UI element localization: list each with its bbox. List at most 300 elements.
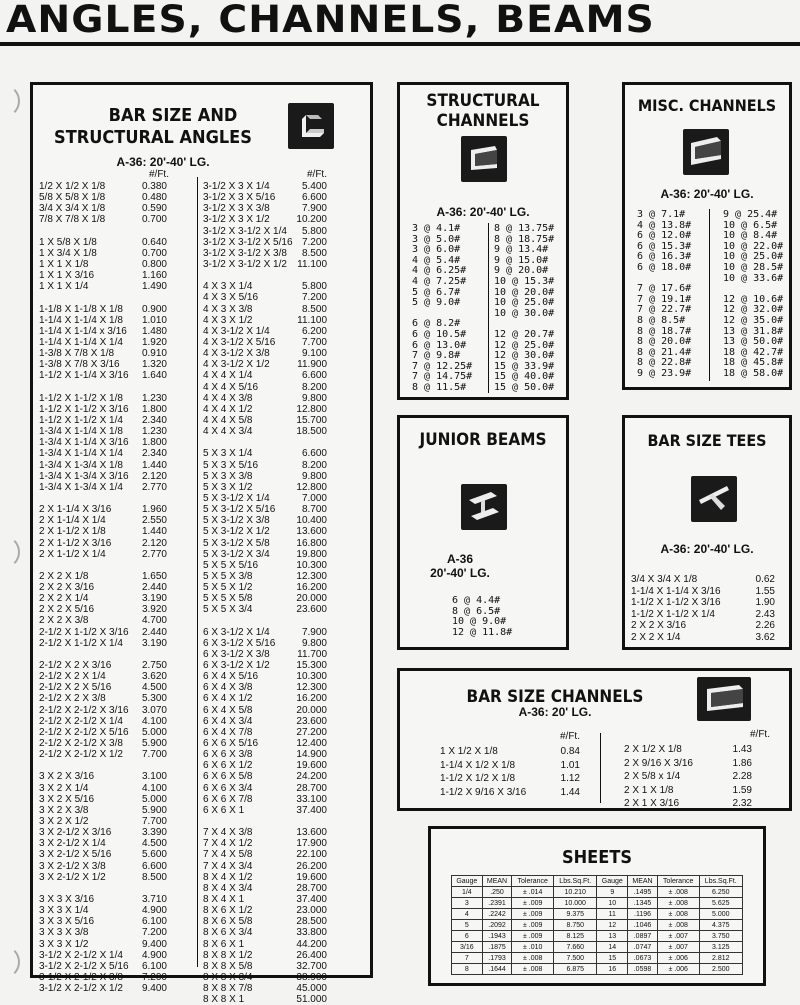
list-item: 12 @ 30.0# bbox=[494, 350, 555, 362]
table-row bbox=[203, 604, 327, 615]
table-row bbox=[203, 326, 327, 337]
angles-panel bbox=[30, 82, 373, 1005]
table-cell: .2242 bbox=[482, 909, 512, 920]
weight-value: 2.120 bbox=[141, 537, 167, 549]
weight-value: 2.770 bbox=[141, 481, 167, 493]
size-label: 6 X 3-1/2 X 1/2 bbox=[203, 660, 270, 672]
weight-value: 7.200 bbox=[141, 927, 167, 939]
size-label: 3-1/2 X 3 X 5/16 bbox=[203, 192, 276, 204]
table-row bbox=[39, 460, 167, 471]
size-label: 8 X 6 X 5/8 bbox=[203, 916, 253, 928]
list-item: 8 @ 8.5# bbox=[637, 314, 686, 326]
size-label: 3-1/2 X 3-1/2 X 1/2 bbox=[203, 258, 287, 270]
weight-value: 26.400 bbox=[296, 949, 327, 961]
weight-value: 1.55 bbox=[755, 585, 775, 597]
table-row bbox=[39, 348, 167, 359]
size-label: 6 X 3-1/2 X 5/16 bbox=[203, 637, 276, 649]
size-label: 2 X 1 X 3/16 bbox=[624, 798, 680, 809]
size-label: 4 X 3 X 1/2 bbox=[203, 314, 253, 326]
weight-value: 16.800 bbox=[296, 537, 327, 549]
table-row bbox=[39, 538, 167, 549]
weight-value: 9.100 bbox=[301, 348, 327, 360]
size-label: 8 X 6 X 3/4 bbox=[203, 927, 253, 939]
weight-value: 12.300 bbox=[296, 682, 327, 694]
table-row bbox=[39, 894, 167, 905]
table-row bbox=[203, 359, 327, 370]
size-label: 6 X 6 X 1 bbox=[203, 804, 245, 816]
size-label: 1-3/4 X 1-3/4 X 1/4 bbox=[39, 481, 123, 493]
table-cell: ± .009 bbox=[512, 909, 554, 920]
channel-icon bbox=[697, 677, 751, 721]
table-cell: ± .007 bbox=[657, 931, 699, 942]
weight-value: 5.300 bbox=[141, 693, 167, 705]
size-label: 4 X 4 X 5/8 bbox=[203, 414, 253, 426]
table-row bbox=[203, 950, 327, 961]
misc-channels-right bbox=[723, 210, 783, 380]
size-label: 3-1/2 X 3-1/2 X 1/4 bbox=[203, 225, 287, 237]
table-row bbox=[203, 382, 327, 393]
table-row bbox=[203, 482, 327, 493]
size-label: 8 X 4 X 1 bbox=[203, 894, 245, 905]
size-label: 2 X 2 X 3/8 bbox=[39, 615, 89, 627]
weight-value: 9.800 bbox=[301, 392, 327, 404]
weight-value: 5.400 bbox=[301, 181, 327, 192]
angles-col-header: #/Ft. bbox=[148, 169, 169, 180]
size-label: 7/8 X 7/8 X 1/8 bbox=[39, 214, 106, 226]
table-row bbox=[39, 638, 167, 649]
size-label: 1-3/4 X 1-1/4 X 1/4 bbox=[39, 448, 123, 460]
size-label: 2-1/2 X 2 X 1/4 bbox=[39, 671, 106, 683]
list-item: 4 @ 5.4# bbox=[412, 254, 461, 266]
table-row bbox=[631, 597, 775, 609]
angles-spec: A-36: 20'-40' LG. bbox=[116, 155, 210, 169]
table-row bbox=[39, 671, 167, 682]
table-row bbox=[203, 348, 327, 359]
weight-value: 1.86 bbox=[732, 757, 752, 769]
table-cell: 8.125 bbox=[554, 931, 597, 942]
list-item: 3 @ 5.0# bbox=[412, 233, 461, 245]
size-label: 4 X 4 X 5/16 bbox=[203, 381, 259, 393]
weight-value: 45.000 bbox=[296, 983, 327, 995]
column-header: MEAN bbox=[482, 876, 512, 887]
table-row bbox=[39, 849, 167, 860]
size-label: 3 X 2 X 3/16 bbox=[39, 771, 95, 783]
table-row bbox=[203, 705, 327, 716]
size-label: 8 X 8 X 1 bbox=[203, 994, 245, 1005]
table-row bbox=[203, 571, 327, 582]
weight-value: 19.600 bbox=[296, 760, 327, 772]
table-row bbox=[203, 315, 327, 326]
table-row bbox=[452, 931, 743, 942]
table-cell: ± .009 bbox=[512, 898, 554, 909]
list-item: 10 @ 22.0# bbox=[723, 240, 784, 252]
size-label: 1-1/2 X 1-1/2 X 3/16 bbox=[39, 403, 129, 415]
weight-value: 20.000 bbox=[296, 593, 327, 605]
list-item: 8 @ 20.0# bbox=[637, 336, 692, 348]
table-row bbox=[203, 237, 327, 248]
list-item: 12 @ 10.6# bbox=[723, 293, 784, 305]
size-label: 2 X 2 X 5/16 bbox=[39, 604, 95, 616]
table-row bbox=[39, 838, 167, 849]
list-item: 7 @ 22.7# bbox=[637, 304, 692, 316]
list-item: 8 @ 11.5# bbox=[412, 381, 467, 393]
weight-value: 12.400 bbox=[296, 738, 327, 750]
weight-value: 12.800 bbox=[296, 481, 327, 493]
list-item: 6 @ 13.0# bbox=[412, 339, 467, 351]
weight-value: 6.100 bbox=[141, 916, 167, 928]
table-row bbox=[452, 953, 743, 964]
weight-value: 9.400 bbox=[141, 983, 167, 995]
size-label: 3-1/2 X 3 X 3/8 bbox=[203, 203, 270, 215]
table-cell: 3.750 bbox=[699, 931, 743, 942]
table-row bbox=[203, 370, 327, 381]
table-row bbox=[39, 861, 167, 872]
binder-hole bbox=[0, 945, 20, 979]
weight-value: 28.700 bbox=[296, 782, 327, 794]
table-row bbox=[203, 259, 327, 270]
table-cell: 8 bbox=[452, 964, 483, 975]
size-label: 1-1/2 X 1-1/4 X 3/16 bbox=[39, 370, 129, 382]
table-row bbox=[203, 493, 327, 504]
table-cell: 3/16 bbox=[452, 942, 483, 953]
table-row bbox=[39, 448, 167, 459]
weight-value: 26.200 bbox=[296, 860, 327, 872]
weight-value: 44.200 bbox=[296, 938, 327, 950]
weight-value: 3.100 bbox=[141, 771, 167, 783]
column-header: Gauge bbox=[597, 876, 628, 887]
weight-value: 10.300 bbox=[296, 671, 327, 683]
junior-beams-list bbox=[452, 595, 512, 637]
weight-value: 10.400 bbox=[296, 515, 327, 527]
weight-value: 33.800 bbox=[296, 927, 327, 939]
column-header: Lbs.Sq.Ft. bbox=[554, 876, 597, 887]
size-label: 7 X 4 X 3/4 bbox=[203, 860, 253, 872]
bar-size-channels-left bbox=[440, 745, 580, 799]
size-label: 3/4 X 3/4 X 1/8 bbox=[631, 574, 698, 585]
size-label: 5 X 3 X 1/2 bbox=[203, 481, 253, 493]
binder-hole bbox=[0, 84, 20, 118]
table-row bbox=[631, 574, 775, 586]
table-row bbox=[39, 660, 167, 671]
list-item: 6 @ 10.5# bbox=[412, 328, 467, 340]
size-label: 2-1/2 X 2 X 3/16 bbox=[39, 660, 112, 672]
weight-value: 11.100 bbox=[297, 258, 327, 270]
table-row bbox=[39, 727, 167, 738]
sheets-title: SHEETS bbox=[561, 847, 633, 868]
list-item: 9 @ 13.4# bbox=[494, 244, 549, 256]
channel-icon bbox=[683, 129, 729, 175]
size-label: 2-1/2 X 2-1/2 X 5/16 bbox=[39, 726, 129, 738]
weight-value: 13.600 bbox=[296, 827, 327, 839]
column-header: Tolerance bbox=[657, 876, 699, 887]
size-label: 1-1/4 X 1-1/4 X 1/8 bbox=[39, 314, 123, 326]
table-row bbox=[203, 471, 327, 482]
weight-value: 4.100 bbox=[141, 782, 167, 794]
table-row bbox=[203, 939, 327, 950]
size-label: 3 X 2-1/2 X 3/16 bbox=[39, 827, 112, 839]
table-row bbox=[39, 337, 167, 348]
size-label: 3-1/2 X 2-1/2 X 1/2 bbox=[39, 983, 123, 995]
list-item: 9 @ 25.4# bbox=[723, 209, 778, 220]
list-item: 8 @ 18.7# bbox=[637, 325, 692, 337]
table-row bbox=[203, 671, 327, 682]
weight-value: 1.01 bbox=[560, 759, 580, 771]
spacer bbox=[39, 649, 167, 660]
table-row bbox=[624, 770, 752, 784]
weight-value: 1.59 bbox=[732, 784, 752, 796]
weight-value: 19.600 bbox=[296, 871, 327, 883]
table-row bbox=[203, 916, 327, 927]
list-item: 3 @ 4.1# bbox=[412, 223, 461, 234]
size-label: 5 X 3 X 5/16 bbox=[203, 459, 259, 471]
list-item: 3 @ 7.1# bbox=[637, 209, 686, 220]
table-row bbox=[39, 270, 167, 281]
weight-value: 5.000 bbox=[141, 726, 167, 738]
weight-value: 1.320 bbox=[141, 359, 167, 371]
weight-value: 1.640 bbox=[141, 370, 167, 382]
list-item: 7 @ 12.25# bbox=[412, 360, 473, 372]
weight-value: 8.700 bbox=[301, 504, 327, 516]
weight-value: 0.640 bbox=[141, 236, 167, 248]
size-label: 1-1/2 X 1-1/2 X 1/4 bbox=[631, 608, 715, 620]
weight-value: 7.700 bbox=[141, 816, 167, 828]
size-label: 2 X 1-1/2 X 1/4 bbox=[39, 548, 106, 560]
list-item: 3 @ 6.0# bbox=[412, 244, 461, 256]
table-row bbox=[39, 972, 167, 983]
tee-icon bbox=[691, 476, 737, 522]
size-label: 6 X 4 X 3/8 bbox=[203, 682, 253, 694]
size-label: 1-1/2 X 1-1/2 X 1/4 bbox=[39, 414, 123, 426]
weight-value: 1.480 bbox=[141, 325, 167, 337]
structural-channels-title-1: STRUCTURAL bbox=[426, 91, 540, 111]
table-row bbox=[203, 660, 327, 671]
size-label: 5 X 3-1/2 X 3/8 bbox=[203, 515, 270, 527]
bar-size-channels-title: BAR SIZE CHANNELS bbox=[466, 687, 644, 707]
size-label: 2-1/2 X 1-1/2 X 1/4 bbox=[39, 637, 123, 649]
table-row bbox=[39, 693, 167, 704]
table-cell: ± .008 bbox=[657, 898, 699, 909]
table-row bbox=[203, 905, 327, 916]
list-item: 6 @ 15.3# bbox=[637, 240, 692, 252]
weight-value: 2.750 bbox=[141, 660, 167, 672]
list-item: 10 @ 25.0# bbox=[494, 297, 555, 309]
table-cell: ± .008 bbox=[657, 909, 699, 920]
table-cell: ± .008 bbox=[512, 953, 554, 964]
binder-hole bbox=[0, 535, 20, 569]
weight-value: 6.600 bbox=[301, 192, 327, 204]
size-label: 5 X 5 X 3/4 bbox=[203, 604, 253, 616]
size-label: 4 X 3-1/2 X 1/4 bbox=[203, 325, 270, 337]
weight-value: 8.500 bbox=[301, 303, 327, 315]
weight-value: 12.800 bbox=[296, 403, 327, 415]
size-label: 6 X 3-1/2 X 1/4 bbox=[203, 626, 270, 638]
size-label: 6 X 4 X 1/2 bbox=[203, 693, 253, 705]
table-row bbox=[39, 515, 167, 526]
size-label: 4 X 4 X 1/4 bbox=[203, 370, 253, 382]
size-label: 1 X 5/8 X 1/8 bbox=[39, 236, 97, 248]
table-cell: ± .009 bbox=[512, 920, 554, 931]
table-cell: ± .014 bbox=[512, 887, 554, 898]
table-row bbox=[203, 983, 327, 994]
weight-value: 7.200 bbox=[141, 971, 167, 983]
table-row bbox=[39, 905, 167, 916]
table-row bbox=[39, 805, 167, 816]
list-item: 10 @ 30.0# bbox=[494, 307, 555, 319]
size-label: 3-1/2 X 2-1/2 X 3/8 bbox=[39, 971, 123, 983]
table-cell: .2092 bbox=[482, 920, 512, 931]
list-item: 12 @ 25.0# bbox=[494, 339, 555, 351]
size-label: 4 X 3-1/2 X 3/8 bbox=[203, 348, 270, 360]
size-label: 8 X 8 X 5/8 bbox=[203, 960, 253, 972]
table-cell: 4 bbox=[452, 909, 483, 920]
size-label: 5 X 5 X 1/2 bbox=[203, 582, 253, 594]
weight-value: 6.600 bbox=[141, 860, 167, 872]
table-cell: 6 bbox=[452, 931, 483, 942]
weight-value: 0.62 bbox=[755, 574, 775, 585]
size-label: 1 X 3/4 X 1/8 bbox=[39, 247, 97, 259]
table-row bbox=[39, 939, 167, 950]
misc-channels-panel bbox=[622, 82, 792, 390]
table-cell: 2.812 bbox=[699, 953, 743, 964]
table-row bbox=[203, 538, 327, 549]
weight-value: 11.700 bbox=[297, 648, 327, 660]
weight-value: 0.800 bbox=[141, 258, 167, 270]
table-cell: .1644 bbox=[482, 964, 512, 975]
list-item: 12 @ 20.7# bbox=[494, 328, 555, 340]
spacer bbox=[39, 382, 167, 393]
list-item: 10 @ 25.0# bbox=[723, 251, 784, 263]
angles-left-list bbox=[39, 181, 167, 994]
table-row bbox=[452, 964, 743, 975]
size-label: 3-1/2 X 2-1/2 X 5/16 bbox=[39, 960, 129, 972]
bar-size-channels-col-header-right: #/Ft. bbox=[749, 729, 770, 740]
table-row bbox=[203, 460, 327, 471]
list-item: 13 @ 50.0# bbox=[723, 336, 784, 348]
weight-value: 9.800 bbox=[301, 470, 327, 482]
table-row bbox=[203, 281, 327, 292]
table-cell: 7.660 bbox=[554, 942, 597, 953]
list-item: 12 @ 35.0# bbox=[723, 314, 784, 326]
table-row bbox=[203, 593, 327, 604]
size-label: 5 X 3-1/2 X 3/4 bbox=[203, 548, 270, 560]
size-label: 3-1/2 X 3 X 1/4 bbox=[203, 181, 270, 192]
list-item: 15 @ 50.0# bbox=[494, 381, 555, 393]
channel-icon bbox=[461, 136, 507, 182]
size-label: 1 X 1/2 X 1/8 bbox=[440, 746, 498, 757]
size-label: 5 X 3 X 3/8 bbox=[203, 470, 253, 482]
size-label: 5 X 3-1/2 X 5/16 bbox=[203, 504, 276, 516]
table-row bbox=[631, 620, 775, 632]
size-label: 1-1/2 X 1/2 X 1/8 bbox=[440, 773, 516, 784]
table-row bbox=[39, 237, 167, 248]
list-item: 12 @ 32.0# bbox=[723, 304, 784, 316]
table-row bbox=[203, 727, 327, 738]
table-row bbox=[203, 794, 327, 805]
weight-value: 37.400 bbox=[296, 804, 327, 816]
table-row bbox=[203, 861, 327, 872]
list-item: 8 @ 21.4# bbox=[637, 346, 692, 358]
size-label: 2 X 1-1/2 X 3/16 bbox=[39, 537, 112, 549]
table-row bbox=[39, 203, 167, 214]
weight-value: 16.200 bbox=[296, 582, 327, 594]
size-label: 6 X 4 X 5/16 bbox=[203, 671, 259, 683]
table-row bbox=[203, 638, 327, 649]
size-label: 5/8 X 5/8 X 1/8 bbox=[39, 192, 106, 204]
table-row bbox=[39, 549, 167, 560]
weight-value: 37.400 bbox=[296, 894, 327, 905]
table-row bbox=[39, 916, 167, 927]
angle-icon bbox=[288, 103, 334, 149]
title-rule bbox=[0, 42, 800, 46]
weight-value: 2.440 bbox=[141, 582, 167, 594]
weight-value: 7.200 bbox=[301, 236, 327, 248]
table-row bbox=[203, 649, 327, 660]
table-row bbox=[203, 248, 327, 259]
weight-value: 10.300 bbox=[296, 559, 327, 571]
list-item: 6 @ 4.4# bbox=[452, 595, 501, 606]
weight-value: 3.190 bbox=[141, 637, 167, 649]
size-label: 8 X 6 X 1/2 bbox=[203, 905, 253, 917]
table-row bbox=[452, 942, 743, 953]
weight-value: 1.800 bbox=[141, 403, 167, 415]
table-cell: .1875 bbox=[482, 942, 512, 953]
size-label: 3 X 2-1/2 X 3/8 bbox=[39, 860, 106, 872]
angles-divider bbox=[197, 177, 198, 967]
size-label: 5 X 3-1/2 X 1/2 bbox=[203, 526, 270, 538]
spacer bbox=[39, 883, 167, 894]
size-label: 3 X 2-1/2 X 5/16 bbox=[39, 849, 112, 861]
weight-value: 0.480 bbox=[141, 192, 167, 204]
angles-col-header: #/Ft. bbox=[306, 169, 327, 180]
weight-value: 14.900 bbox=[296, 749, 327, 761]
table-row bbox=[203, 838, 327, 849]
weight-value: 4.900 bbox=[141, 905, 167, 917]
list-item: 10 @ 20.0# bbox=[494, 286, 555, 298]
weight-value: 28.500 bbox=[296, 916, 327, 928]
table-row bbox=[39, 927, 167, 938]
list-item: 9 @ 15.0# bbox=[494, 254, 549, 266]
size-label: 6 X 6 X 1/2 bbox=[203, 760, 253, 772]
list-item: 13 @ 31.8# bbox=[723, 325, 784, 337]
bar-size-channels-right bbox=[624, 743, 752, 811]
weight-value: 0.700 bbox=[141, 247, 167, 259]
table-cell: .0747 bbox=[628, 942, 658, 953]
table-row bbox=[203, 337, 327, 348]
weight-value: 38.900 bbox=[296, 971, 327, 983]
misc-channels-title: MISC. CHANNELS bbox=[637, 96, 777, 115]
size-label: 2 X 1-1/4 X 3/16 bbox=[39, 504, 112, 516]
weight-value: 1.490 bbox=[141, 281, 167, 293]
table-row bbox=[440, 786, 580, 800]
list-item: 9 @ 20.0# bbox=[494, 265, 549, 277]
size-label: 1-1/2 X 1-1/2 X 1/8 bbox=[39, 392, 123, 404]
spacer bbox=[203, 816, 327, 827]
size-label: 2 X 1-1/2 X 1/8 bbox=[39, 526, 106, 538]
size-label: 5 X 3-1/2 X 5/8 bbox=[203, 537, 270, 549]
table-row bbox=[203, 393, 327, 404]
table-row bbox=[203, 716, 327, 727]
size-label: 1-3/4 X 1-3/4 X 1/8 bbox=[39, 459, 123, 471]
table-row bbox=[39, 315, 167, 326]
table-row bbox=[39, 872, 167, 883]
size-label: 8 X 8 X 7/8 bbox=[203, 983, 253, 995]
table-row bbox=[203, 426, 327, 437]
size-label: 4 X 4 X 1/2 bbox=[203, 403, 253, 415]
table-cell: .1943 bbox=[482, 931, 512, 942]
structural-channels-left bbox=[412, 224, 472, 394]
structural-channels-right bbox=[494, 224, 554, 394]
table-row bbox=[39, 983, 167, 994]
